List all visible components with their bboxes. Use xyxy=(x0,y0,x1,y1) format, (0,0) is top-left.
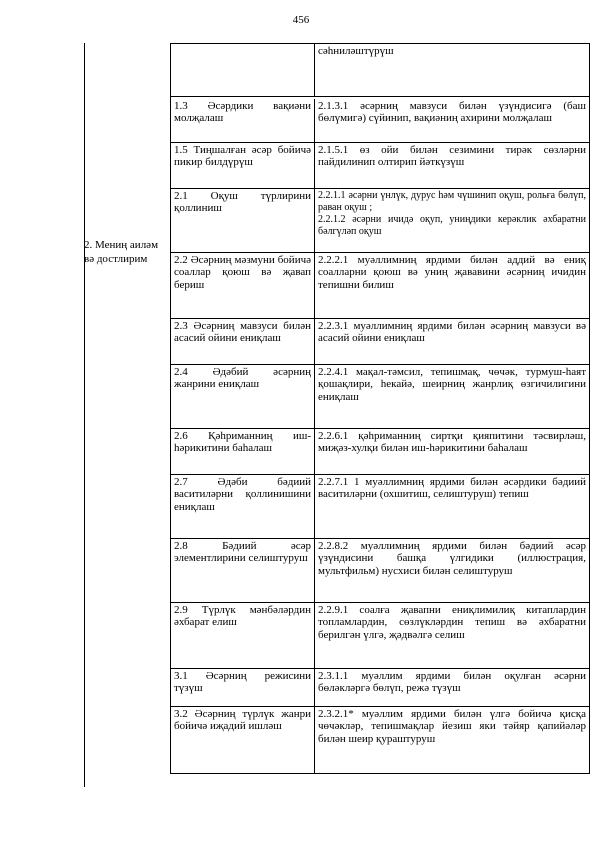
skill-cell: 2.6 Қәһриманниң иш-һәрикитини баһалаш xyxy=(171,429,315,474)
skill-cell: 2.9 Түрлүк мәнбәләрдин әхбарат елиш xyxy=(171,603,315,668)
skill-cell: 3.2 Әсәрниң түрлүк жанри бойичә иҗадий ишләш xyxy=(171,707,315,773)
objective-cell: 2.2.4.1 мақал-тәмсил, тепишмақ, чөчәк, турмуш-һаят қошақлири, һекайә, шеирниң жанрлиқ өзгичилигини ениқлаш xyxy=(318,366,586,403)
objective-cell: 2.3.2.1* муәллим ярдими билән үлгә бойичә қисқа чөчәкләр, тепишмақлар йезиш яки тәйяр қапийәләр билән шеир қураштуруш xyxy=(318,708,586,745)
objective-cell: 2.2.6.1 қәһриманниң сиртқи қияпитини тәсвирләш, миҗәз-хулқи билән иш-һәрикитини баһалаш xyxy=(318,430,586,455)
skill-cell: 2.7 Әдәби бәдиий васитиләрни қоллинишини ениқлаш xyxy=(171,475,315,538)
table-row xyxy=(170,364,590,428)
table-row xyxy=(170,706,590,774)
objectives-table xyxy=(170,43,590,774)
objective-line: 2.2.1.2 әсәрни ичидә оқуп, униңдики керәклик әхбаратни бәлгүләп оқуш xyxy=(318,214,586,237)
objective-line: 2.2.1.1 әсәрни үнлүк, дурус һәм чүшинип оқуш, рольға бөлүп, раван оқуш ; xyxy=(318,190,586,213)
skill-cell: 2.2 Әсәрниң мәзмуни бойичә соаллар қоюш вә җавап бериш xyxy=(171,253,315,318)
skill-cell: 1.5 Тиңшалған әсәр бойичә пикир билдүрүш xyxy=(171,143,315,188)
skill-cell: 2.1 Оқуш түрлирини қоллиниш xyxy=(171,189,315,252)
objective-cell xyxy=(315,189,589,252)
table-row xyxy=(170,668,590,706)
table-row xyxy=(170,428,590,474)
table-row xyxy=(170,43,590,96)
objective-cell: 2.2.2.1 муәллимниң ярдими билән аддий вә ениқ соалларни қоюш вә униң җававини әсәрниң ичидин тепишни билиш xyxy=(318,254,586,291)
objective-cell: 2.2.7.1 1 муәллимниң ярдими билән әсәрдики бәдиий васитиләрни (охшитиш, селиштуруш) тепиш xyxy=(318,476,586,501)
skill-cell: 3.1 Әсәрниң режисини түзүш xyxy=(171,669,315,706)
objective-cell: 2.2.3.1 муәллимниң ярдими билән әсәрниң мавзуси вә асасий ойини ениқлаш xyxy=(318,320,586,345)
objective-cell: 2.2.9.1 соалға җавапни ениқлимилиқ китаплардин топламлардин, сөзлүкләрдин тепиш вә әхбаратни берилгән үлгә, җәдвәлгә селиш xyxy=(318,604,586,641)
table-row xyxy=(170,474,590,538)
page-number: 456 xyxy=(292,14,310,26)
table-row xyxy=(170,252,590,318)
skill-cell: 2.8 Бәдиий әсәр элементлирини селиштуруш xyxy=(171,539,315,602)
objective-cell: 2.2.8.2 муәллимниң ярдими билән бәдиий әсәр үзүндисини башқа үлгидики (иллюстрация, мультфильм) нусхиси билән селиштуруш xyxy=(318,540,586,577)
section-column xyxy=(84,43,169,787)
table-row xyxy=(170,318,590,364)
objective-cell: 2.1.3.1 әсәрниң мавзуси билән үзүндисигә (баш бөлүмигә) сүйинип, вақиәниң ахирини молҗалаш xyxy=(318,100,586,125)
table-row xyxy=(170,188,590,252)
skill-cell xyxy=(171,44,315,96)
table-row xyxy=(170,602,590,668)
objective-cell: сəһниләштүрүш xyxy=(318,45,394,57)
table-row xyxy=(170,142,590,188)
table-row xyxy=(170,538,590,602)
table-row xyxy=(170,96,590,142)
section-label: 2. Мениң аилəм вə достлирим xyxy=(84,239,159,265)
skill-cell: 2.3 Әсәрниң мавзуси билән асасий ойини ениқлаш xyxy=(171,319,315,364)
objective-cell: 2.3.1.1 муәллим ярдими билән оқулған әсәрни бөләкләргә бөлүп, режә түзүш xyxy=(318,670,586,695)
skill-cell: 2.4 Әдәбий әсәрниң жанрини ениқлаш xyxy=(171,365,315,428)
skill-cell: 1.3 Әсәрдики вақиәни молҗалаш xyxy=(171,99,315,142)
objective-cell: 2.1.5.1 өз ойи билән сезимини тирәк сөзләрни пайдилинип олтирип йәткүзүш xyxy=(318,144,586,169)
